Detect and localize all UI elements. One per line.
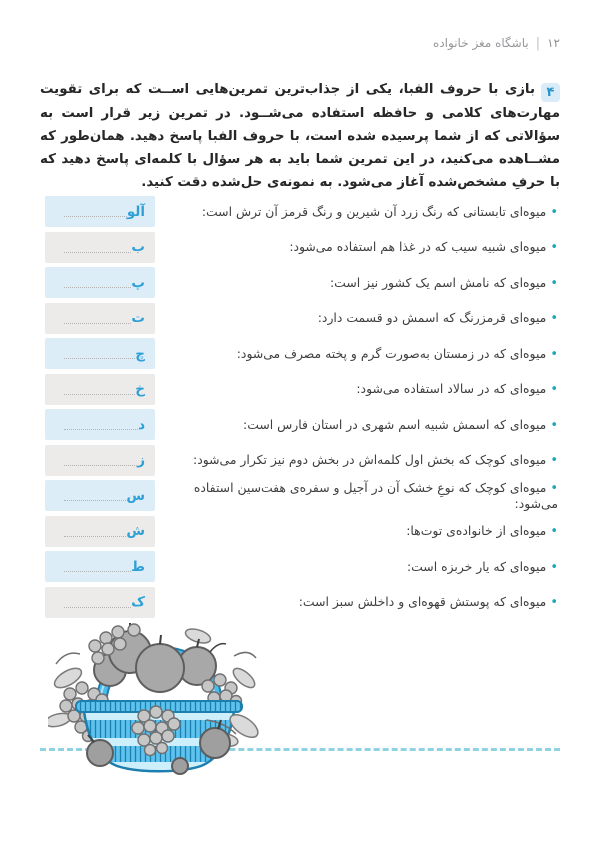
question-item xyxy=(155,346,558,362)
answer-box[interactable] xyxy=(45,338,155,369)
answer-dotted-line xyxy=(64,536,126,537)
page-number: ۱۲ xyxy=(547,36,560,50)
exercise-row xyxy=(45,551,558,582)
bullet-icon: • xyxy=(550,595,558,610)
exercise-row xyxy=(45,267,558,298)
header-separator: | xyxy=(535,36,541,51)
question-text: میوه‌ای که یار خربزه است: xyxy=(406,558,547,574)
answer-letter: آلو xyxy=(126,203,145,220)
answer-box[interactable] xyxy=(45,232,155,263)
exercise-number-badge: ۴ xyxy=(541,83,560,102)
question-text: میوه‌ای تابستانی که رنگ زرد آن شیرین و رنگ قرمز آن ترش است: xyxy=(201,203,547,219)
question-text: میوه‌ای که نامش اسم یک کشور نیز است: xyxy=(330,274,547,290)
question-item xyxy=(155,204,558,220)
exercise-row xyxy=(45,303,558,334)
fruit-basket-icon xyxy=(48,616,270,796)
answer-letter: چ xyxy=(135,345,145,362)
question-item xyxy=(155,523,558,539)
answer-letter: ش xyxy=(126,523,145,539)
intro-text: بازی با حروف الفبا، یکی از جذاب‌ترین تمرین‌هایی اســت که برای تقویت مهارت‌های کلامی و حافظه استفاده می‌شــود. در تمرین زیر قرار است به سؤالاتی که از شما پرسیده شده است، با حروف الفبا پاسخ دهید. همان‌طور که مشــاهده می‌کنید، در این تمرین شما باید به هر سؤال با کلمه‌ای پاسخ دهید که با حرفِ مشخص‌شده آغاز می‌شود. به نمونه‌ی حل‌شده دقت کنید. xyxy=(40,82,560,190)
exercise-rows xyxy=(45,196,558,622)
answer-dotted-line xyxy=(64,500,126,501)
question-text: میوه‌ای از خانواده‌ی توت‌ها: xyxy=(406,523,547,538)
answer-letter: خ xyxy=(135,381,145,397)
question-item xyxy=(155,480,558,511)
answer-dotted-line xyxy=(64,571,131,572)
answer-dotted-line xyxy=(64,323,131,324)
exercise-row xyxy=(45,587,558,618)
bullet-icon: • xyxy=(550,559,558,575)
bullet-icon: • xyxy=(550,311,558,326)
answer-box[interactable] xyxy=(45,374,155,405)
exercise-row xyxy=(45,480,558,511)
question-item xyxy=(155,310,558,326)
bullet-icon: • xyxy=(550,275,558,291)
answer-box[interactable] xyxy=(45,303,155,334)
answer-dotted-line xyxy=(64,358,135,359)
answer-dotted-line xyxy=(64,216,127,217)
exercise-row xyxy=(45,196,558,227)
exercise-row xyxy=(45,409,558,440)
question-text: میوه‌ای که در زمستان به‌صورت گرم و پخته مصرف می‌شود: xyxy=(236,345,547,361)
fruit-basket-illustration xyxy=(48,616,270,796)
question-text: میوه‌ای کوچک که بخش اول کلمه‌اش در بخش دوم نیز تکرار می‌شود: xyxy=(193,452,547,467)
answer-letter: س xyxy=(126,487,145,504)
question-item xyxy=(155,239,558,255)
bullet-icon: • xyxy=(550,524,558,539)
intro-paragraph xyxy=(40,78,560,194)
answer-box[interactable] xyxy=(45,516,155,547)
bullet-icon: • xyxy=(550,204,558,220)
bullet-icon: • xyxy=(550,453,558,468)
answer-letter: ت xyxy=(131,310,145,326)
answer-box[interactable] xyxy=(45,480,155,511)
exercise-row xyxy=(45,338,558,369)
answer-dotted-line xyxy=(64,607,131,608)
answer-letter: ب xyxy=(131,239,145,255)
answer-box[interactable] xyxy=(45,409,155,440)
answer-letter: ک xyxy=(131,594,145,610)
book-title: باشگاه مغز خانواده xyxy=(433,36,529,50)
answer-dotted-line xyxy=(64,287,131,288)
question-text: میوه‌ای که پوستش قهوه‌ای و داخلش سبز است: xyxy=(298,594,547,609)
question-text: میوه‌ای که در سالاد استفاده می‌شود: xyxy=(356,381,547,396)
question-text: میوه‌ای که اسمش شبیه اسم شهری در استان فارس است: xyxy=(243,416,547,432)
bullet-icon: • xyxy=(550,481,558,496)
exercise-row xyxy=(45,516,558,547)
page-header xyxy=(433,36,560,51)
exercise-row xyxy=(45,232,558,263)
question-text: میوه‌ای قرمزرنگ که اسمش دو قسمت دارد: xyxy=(317,310,547,325)
answer-dotted-line xyxy=(64,429,138,430)
bullet-icon: • xyxy=(550,382,558,397)
answer-letter: ط xyxy=(130,558,145,575)
answer-dotted-line xyxy=(64,252,131,253)
answer-letter: د xyxy=(138,416,145,433)
exercise-row xyxy=(45,445,558,476)
exercise-row xyxy=(45,374,558,405)
question-item xyxy=(155,559,558,575)
question-item xyxy=(155,452,558,468)
question-text: میوه‌ای شبیه سیب که در غذا هم استفاده می‌شود: xyxy=(289,239,547,254)
answer-box[interactable] xyxy=(45,196,155,227)
answer-letter: ز xyxy=(137,452,145,468)
question-text: میوه‌ای کوچک که نوعِ خشک آن در آجیل و سفره‌ی هفت‌سین استفاده می‌شود: xyxy=(193,480,558,511)
answer-box[interactable] xyxy=(45,587,155,618)
question-item xyxy=(155,417,558,433)
answer-box[interactable] xyxy=(45,445,155,476)
answer-letter: پ xyxy=(131,274,145,291)
bullet-icon: • xyxy=(550,417,558,433)
question-item xyxy=(155,594,558,610)
question-item xyxy=(155,275,558,291)
answer-box[interactable] xyxy=(45,267,155,298)
bullet-icon: • xyxy=(550,240,558,255)
answer-box[interactable] xyxy=(45,551,155,582)
answer-dotted-line xyxy=(64,465,137,466)
answer-dotted-line xyxy=(64,394,135,395)
bullet-icon: • xyxy=(550,346,558,362)
question-item xyxy=(155,381,558,397)
